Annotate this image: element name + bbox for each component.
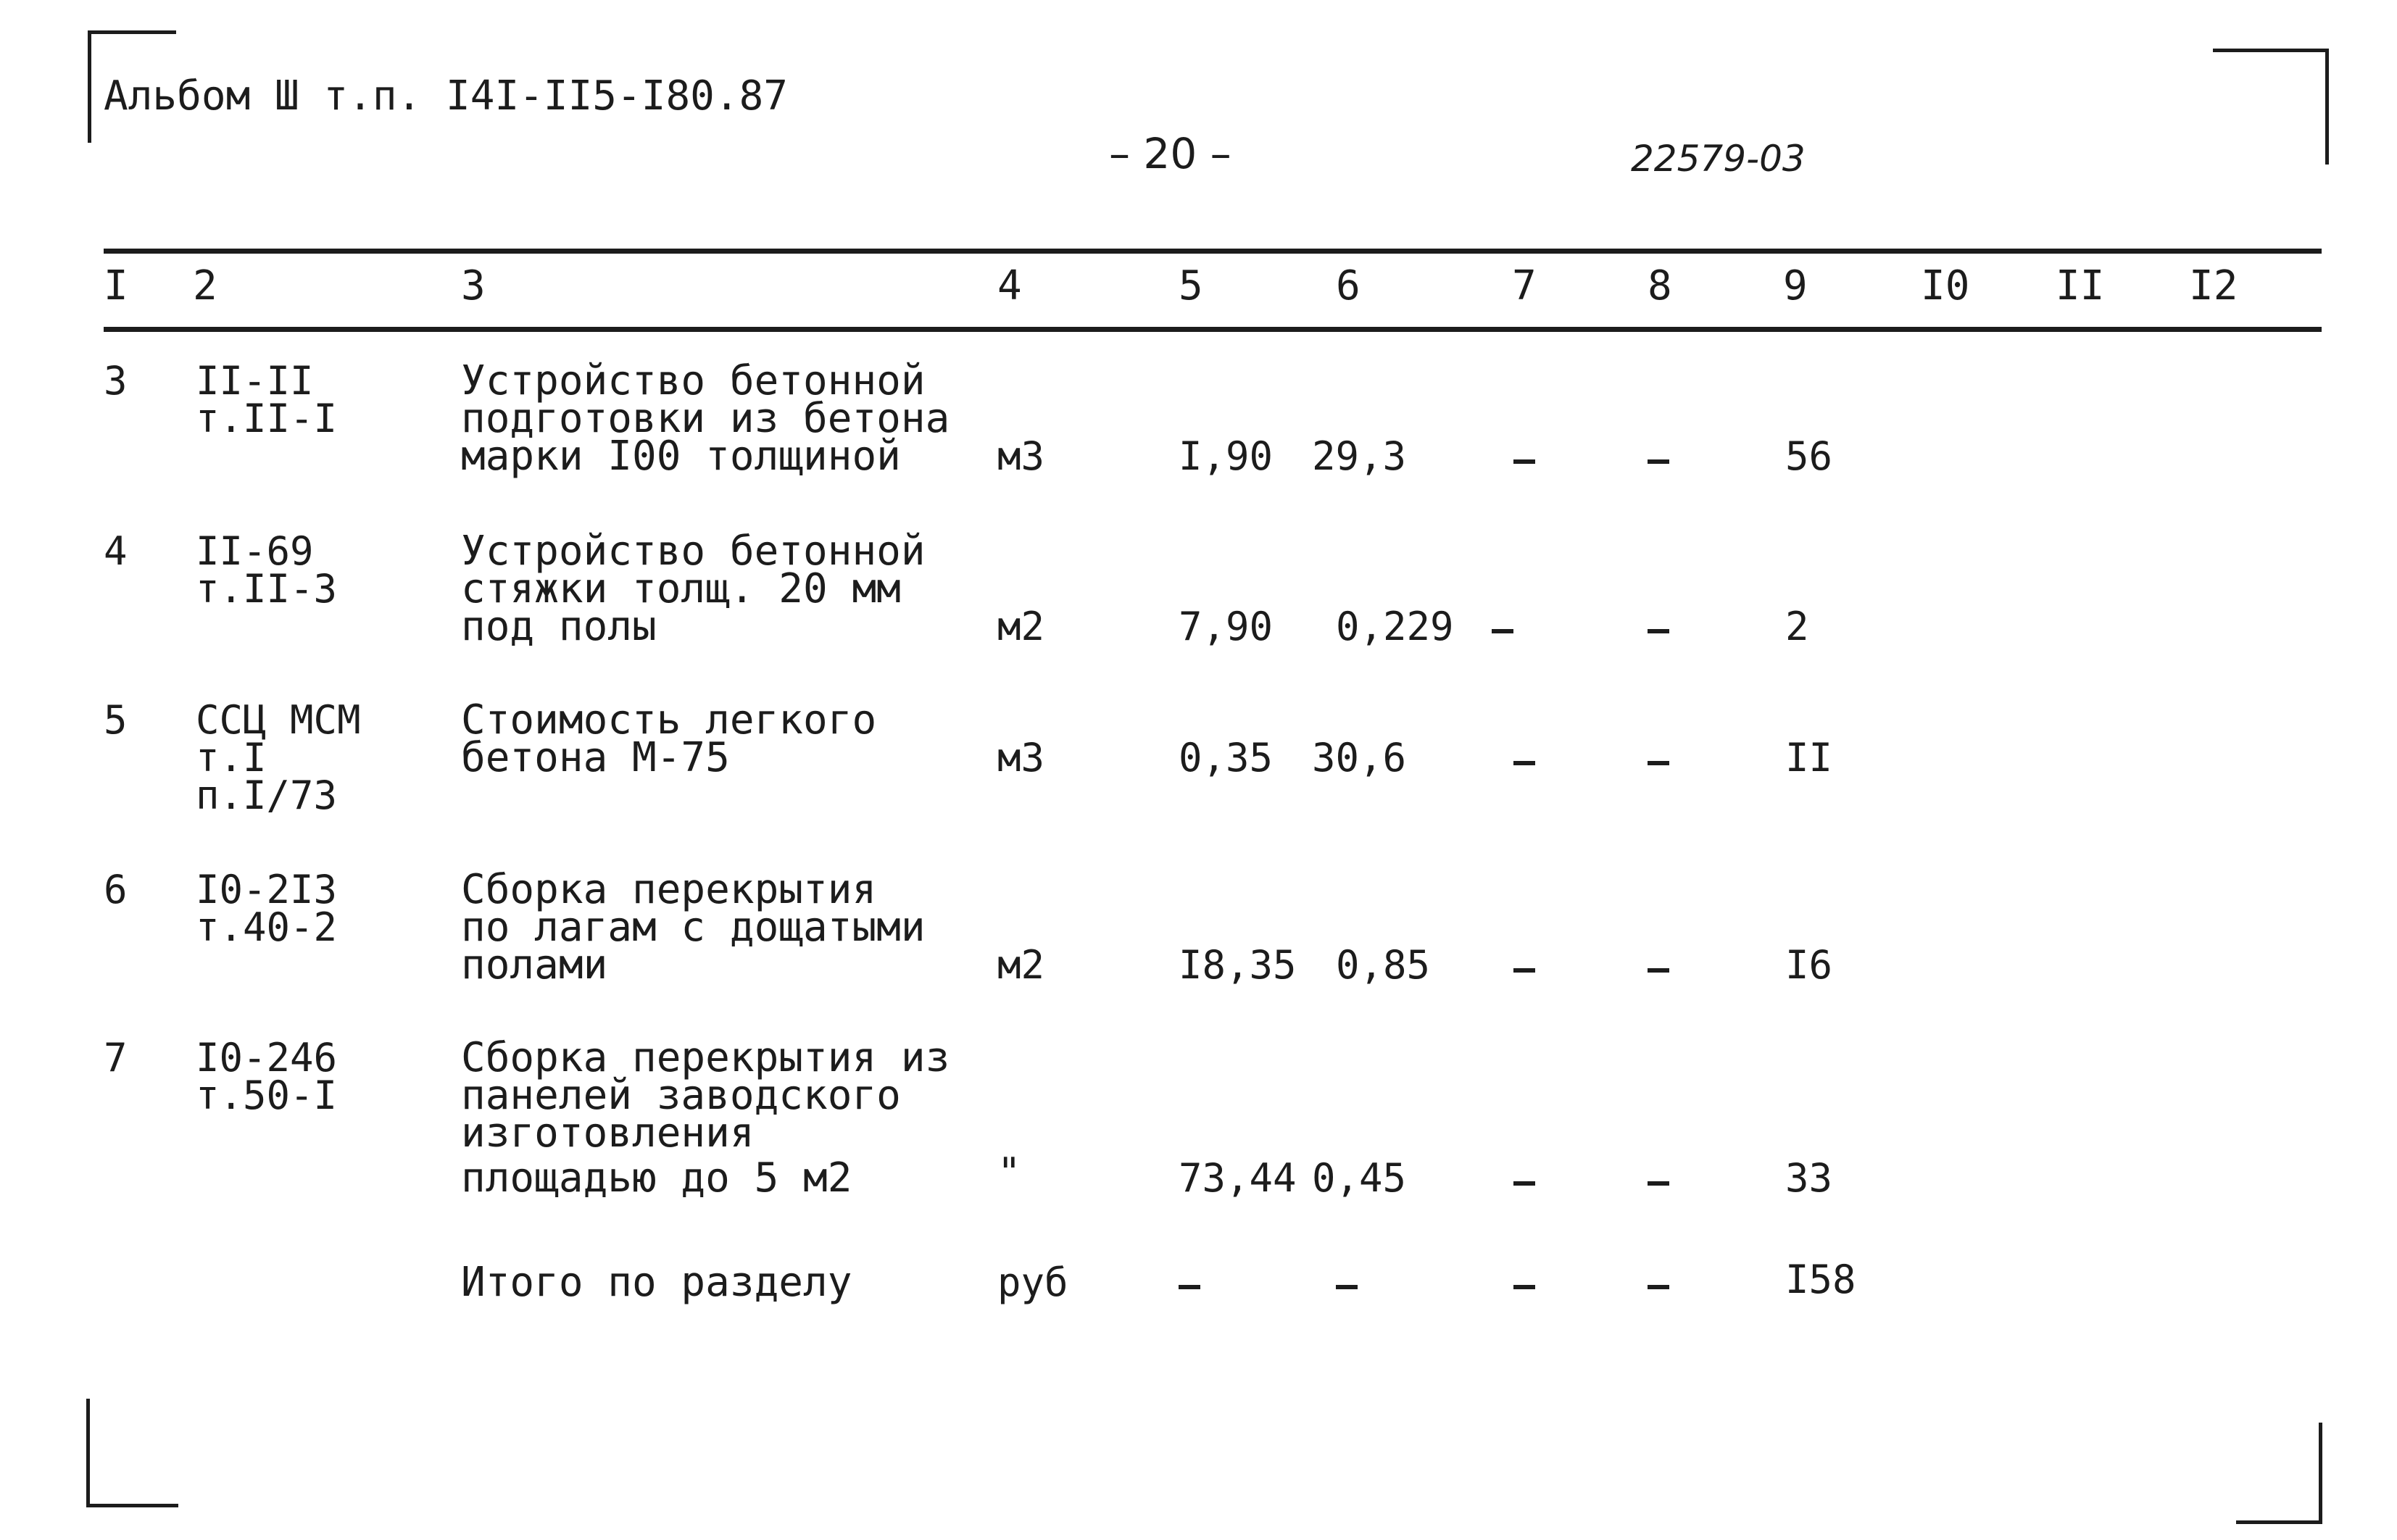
unit-value: " xyxy=(997,1149,1021,1195)
work-description-line: полами xyxy=(461,941,608,988)
unit-price-value: 29,3 xyxy=(1312,433,1407,479)
work-description-line: Стоимость легкого xyxy=(461,696,877,744)
corner-mark-top-left-horizontal xyxy=(88,30,176,34)
rate-code-line: п.I/73 xyxy=(196,773,338,818)
column-number: 9 xyxy=(1783,262,1808,309)
empty-cell-dash xyxy=(1648,761,1669,765)
corner-mark-top-right-horizontal xyxy=(2213,49,2329,52)
empty-cell-dash xyxy=(1513,761,1535,765)
column-number: I2 xyxy=(2189,262,2238,309)
column-number: 5 xyxy=(1179,262,1203,309)
summary-total: I58 xyxy=(1785,1257,1856,1302)
empty-cell-dash xyxy=(1179,1285,1200,1289)
total-value: I6 xyxy=(1785,942,1833,988)
quantity-value: 0,35 xyxy=(1179,735,1274,781)
unit-price-value: 0,229 xyxy=(1336,604,1454,649)
work-description-line: изготовления xyxy=(461,1110,755,1157)
rate-code-line: I0-2I3 xyxy=(196,867,338,912)
empty-cell-dash xyxy=(1648,968,1669,973)
empty-cell-dash xyxy=(1336,1285,1358,1289)
summary-label: Итого по разделу xyxy=(461,1259,852,1306)
unit-value: м2 xyxy=(997,604,1045,649)
work-description-line: Сборка перекрытия из xyxy=(461,1034,950,1081)
table-top-rule xyxy=(104,249,2322,254)
empty-cell-dash xyxy=(1648,459,1669,464)
row-number: 5 xyxy=(104,697,128,743)
corner-mark-top-left-vertical xyxy=(88,30,91,143)
quantity-value: 73,44 xyxy=(1179,1155,1297,1201)
rate-code-line: т.I xyxy=(196,735,267,781)
rate-code-line: т.40-2 xyxy=(196,904,338,950)
rate-code-line: т.II-3 xyxy=(196,566,338,612)
column-number: 3 xyxy=(461,262,486,309)
empty-cell-dash xyxy=(1513,968,1535,973)
empty-cell-dash xyxy=(1648,1285,1669,1289)
empty-cell-dash xyxy=(1648,1181,1669,1186)
document-number: 22579-03 xyxy=(1631,138,1806,180)
row-number: 7 xyxy=(104,1035,128,1081)
work-description-line: площадью до 5 м2 xyxy=(461,1154,852,1202)
column-number: I xyxy=(104,262,128,309)
album-title: Альбом Ш т.п. I4I-II5-I80.87 xyxy=(104,72,789,120)
unit-price-value: 30,6 xyxy=(1312,735,1407,781)
rate-code-line: т.50-I xyxy=(196,1073,338,1118)
work-description-line: бетона М-75 xyxy=(461,734,730,781)
row-number: 6 xyxy=(104,867,128,912)
column-number: 2 xyxy=(193,262,217,309)
work-description-line: Сборка перекрытия xyxy=(461,866,877,913)
corner-mark-bottom-left-vertical xyxy=(86,1399,90,1507)
page-number: – 20 – xyxy=(1109,129,1231,178)
column-number: 4 xyxy=(997,262,1022,309)
total-value: 56 xyxy=(1785,433,1833,479)
summary-unit: руб xyxy=(997,1260,1068,1305)
empty-cell-dash xyxy=(1513,1285,1535,1289)
rate-code-line: II-69 xyxy=(196,528,314,574)
rate-code-line: т.II-I xyxy=(196,396,338,441)
rate-code-line: II-II xyxy=(196,358,314,404)
table-header-rule xyxy=(104,327,2322,332)
unit-price-value: 0,45 xyxy=(1312,1155,1407,1201)
quantity-value: 7,90 xyxy=(1179,604,1274,649)
empty-cell-dash xyxy=(1513,1181,1535,1186)
empty-cell-dash xyxy=(1492,629,1513,633)
empty-cell-dash xyxy=(1513,459,1535,464)
work-description-line: марки I00 толщиной xyxy=(461,433,901,480)
total-value: 2 xyxy=(1785,604,1809,649)
column-number: 6 xyxy=(1336,262,1360,309)
work-description-line: по лагам с дощатыми xyxy=(461,904,926,951)
column-number: 8 xyxy=(1648,262,1672,309)
unit-value: м3 xyxy=(997,433,1045,479)
column-number: I0 xyxy=(1921,262,1970,309)
empty-cell-dash xyxy=(1648,629,1669,633)
corner-mark-top-right-vertical xyxy=(2325,49,2329,165)
quantity-value: I8,35 xyxy=(1179,942,1297,988)
total-value: 33 xyxy=(1785,1155,1833,1201)
column-number: 7 xyxy=(1512,262,1537,309)
corner-mark-bottom-right-vertical xyxy=(2319,1423,2322,1524)
unit-value: м2 xyxy=(997,942,1045,988)
rate-code-line: ССЦ МСМ xyxy=(196,697,361,743)
total-value: II xyxy=(1785,735,1833,781)
work-description-line: подготовки из бетона xyxy=(461,395,950,442)
work-description-line: Устройство бетонной xyxy=(461,528,926,575)
corner-mark-bottom-left-horizontal xyxy=(86,1504,178,1507)
work-description-line: панелей заводского xyxy=(461,1072,901,1119)
corner-mark-bottom-right-horizontal xyxy=(2236,1520,2322,1524)
quantity-value: I,90 xyxy=(1179,433,1274,479)
work-description-line: Устройство бетонной xyxy=(461,357,926,404)
unit-price-value: 0,85 xyxy=(1336,942,1431,988)
rate-code-line: I0-246 xyxy=(196,1035,338,1081)
unit-value: м3 xyxy=(997,735,1045,781)
work-description-line: под полы xyxy=(461,603,657,650)
column-number: II xyxy=(2056,262,2105,309)
work-description-line: стяжки толщ. 20 мм xyxy=(461,565,901,612)
row-number: 3 xyxy=(104,358,128,404)
row-number: 4 xyxy=(104,528,128,574)
